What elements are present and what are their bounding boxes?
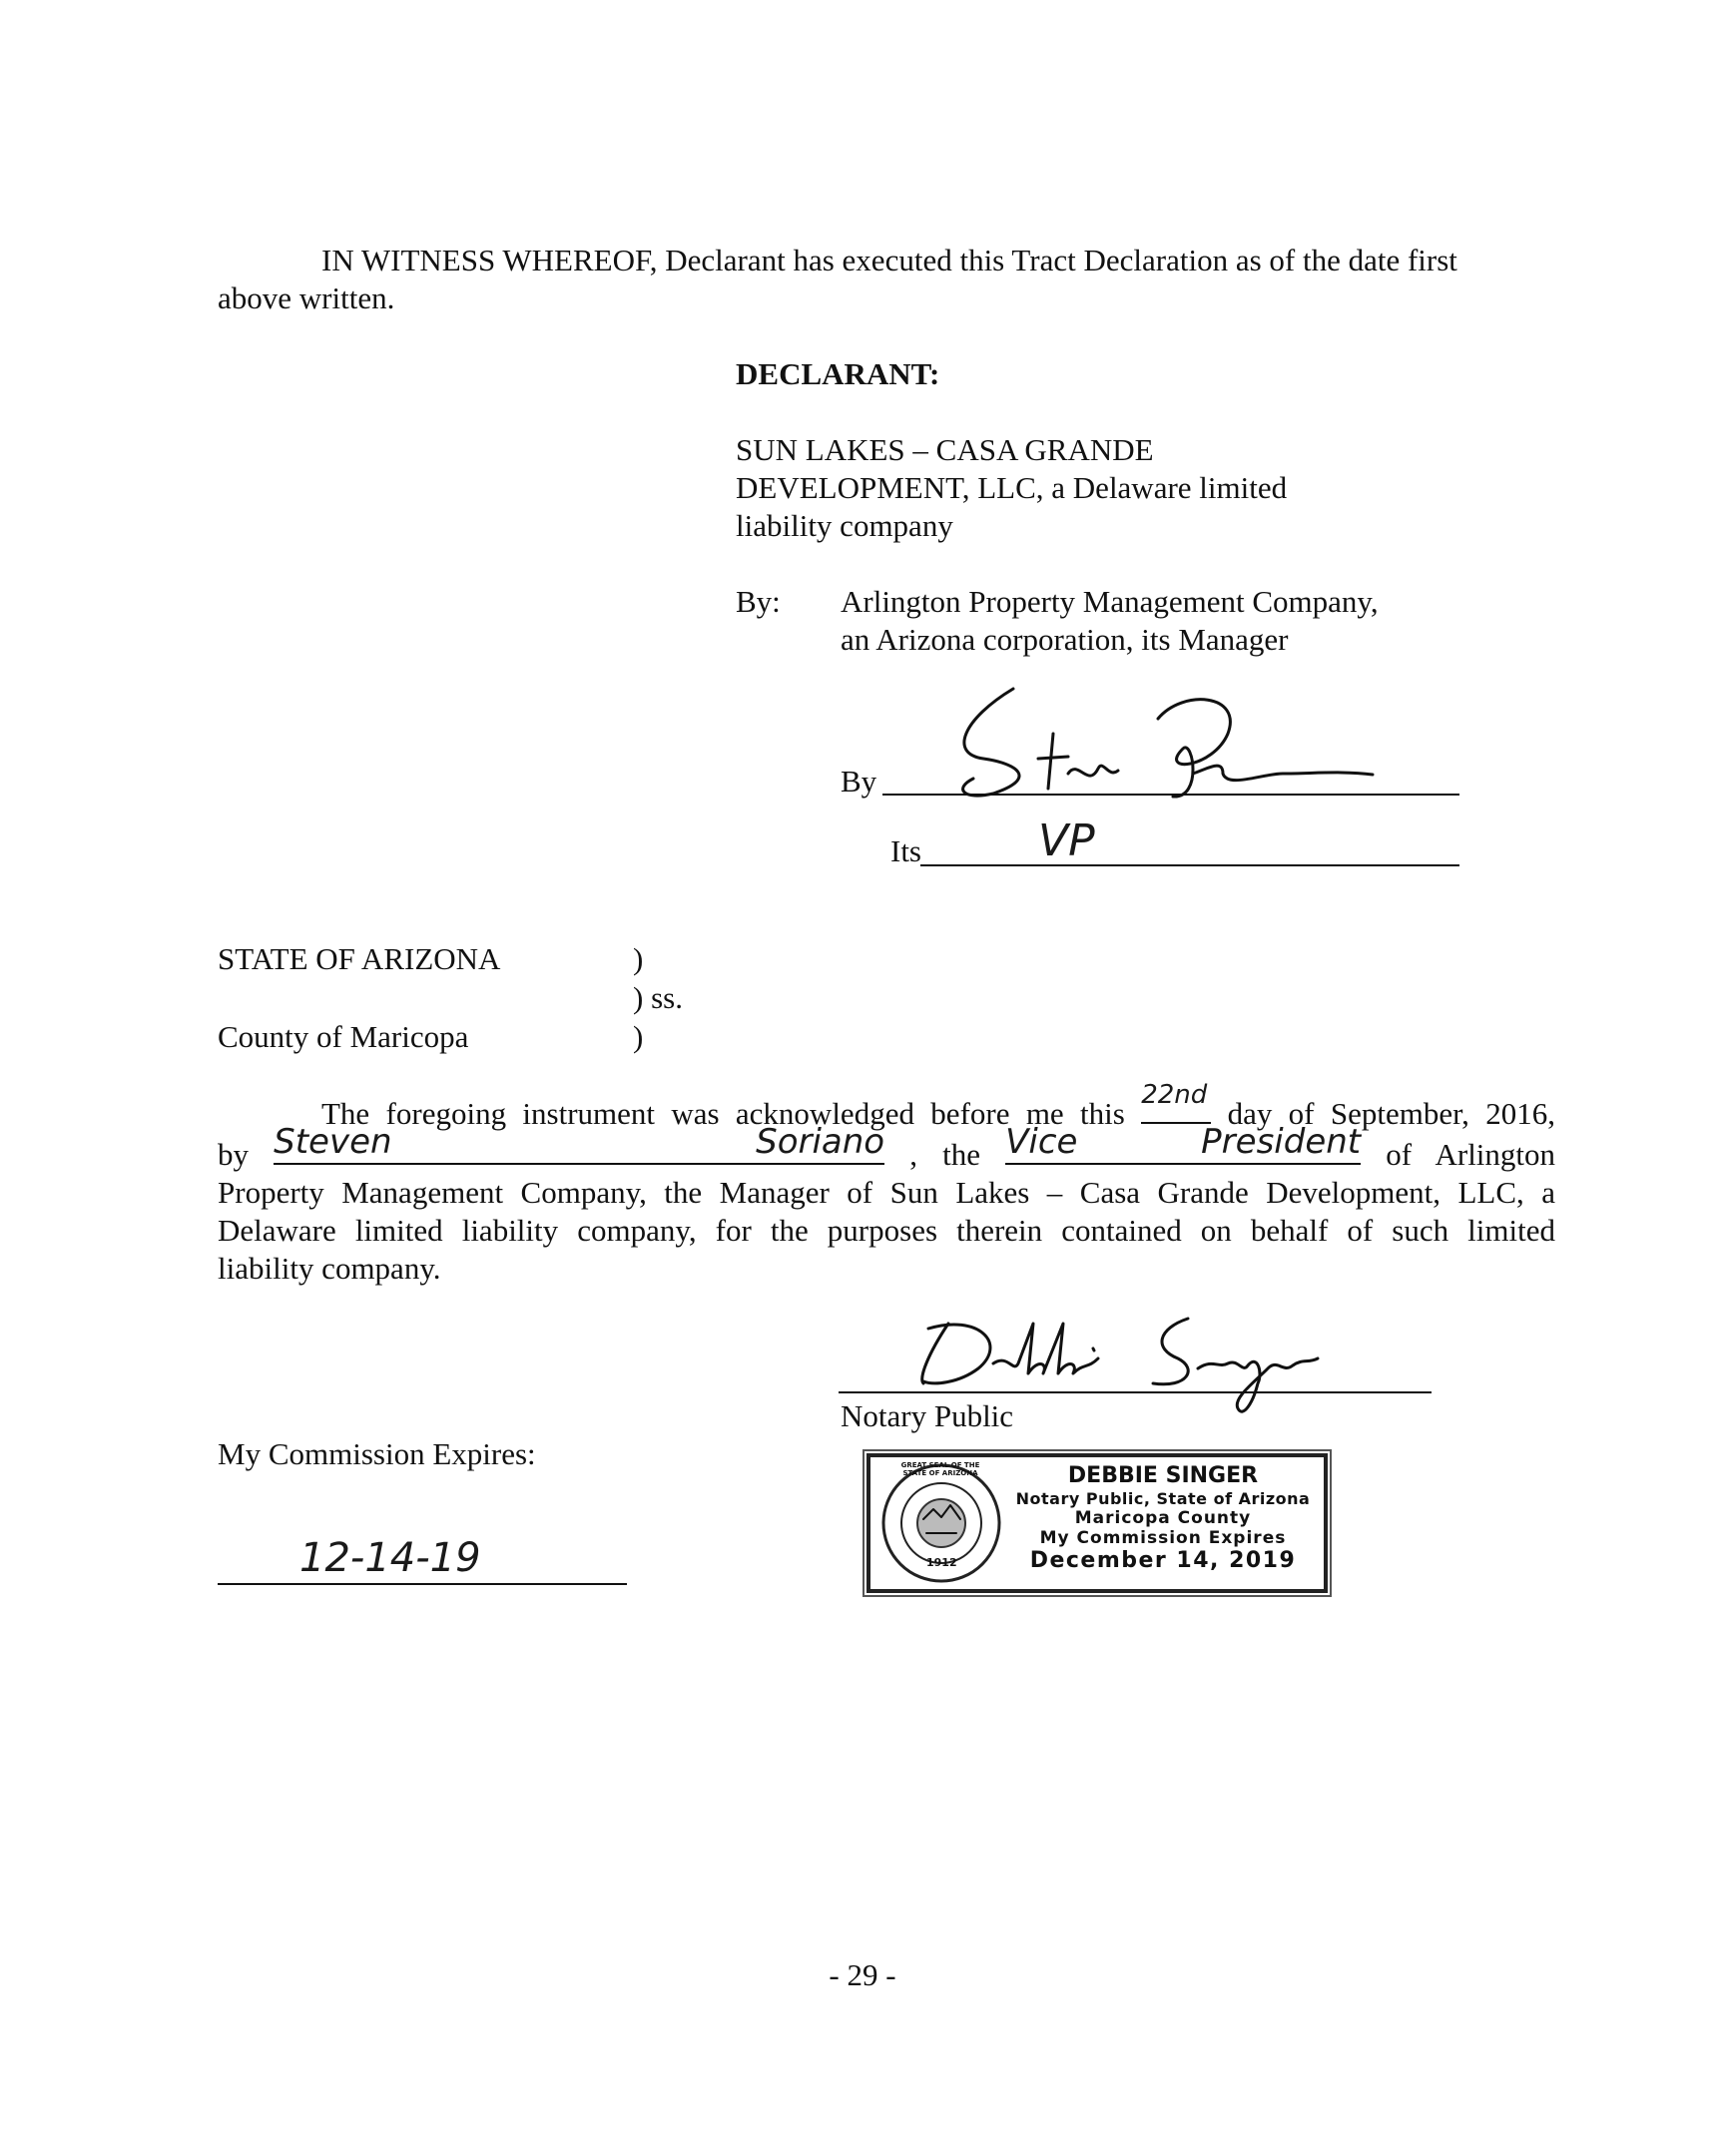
seal-year: 1912 — [926, 1556, 957, 1569]
stamp-line-2: Notary Public, State of Arizona — [1015, 1489, 1311, 1508]
ack-line-3: Property Management Company, the Manager of Sun Lakes – Casa Grande Development, LLC, a — [218, 1175, 1555, 1210]
witness-clause — [218, 242, 1555, 317]
its-line — [920, 864, 1459, 866]
stamp-line-3: Maricopa County — [1074, 1508, 1252, 1528]
ack-line-4: Delaware limited liability company, for the purposes therein contained on behalf of such limited — [218, 1213, 1555, 1248]
venue-county: County of Maricopa — [218, 1019, 469, 1054]
its-value: VP — [1038, 815, 1095, 866]
its-label: Its — [890, 833, 921, 868]
signer-title-blank — [1005, 1122, 1362, 1165]
venue-paren-top: ) — [633, 941, 644, 976]
venue-paren-bottom: ) — [633, 1019, 644, 1054]
sign-by-label: By — [841, 764, 877, 799]
entity-line-3: liability company — [736, 508, 953, 543]
venue-state: STATE OF ARIZONA — [218, 941, 501, 976]
commission-line — [218, 1583, 627, 1585]
by-label: By: — [736, 584, 781, 619]
notary-signature-line — [839, 1391, 1432, 1393]
day-blank — [1141, 1080, 1211, 1124]
notary-stamp — [866, 1453, 1328, 1593]
manager-block — [841, 583, 1379, 659]
venue-ss: ) ss. — [633, 980, 683, 1015]
page-number: - 29 - — [829, 1957, 896, 1992]
stamp-line-4: My Commission Expires — [1039, 1528, 1287, 1548]
commission-value: 12-14-19 — [299, 1535, 481, 1581]
entity-line-2: DEVELOPMENT, LLC, a Delaware limited — [736, 470, 1288, 505]
seal-ring-text: GREAT SEAL OF THE STATE OF ARIZONA — [900, 1461, 980, 1477]
commission-label: My Commission Expires: — [218, 1436, 536, 1471]
ack-line-2: by Steven Soriano , the Vice President of Arlington — [218, 1122, 1556, 1172]
declarant-signature — [943, 679, 1383, 804]
declarant-entity — [736, 431, 1287, 545]
stamp-name: DEBBIE SINGER — [1067, 1463, 1259, 1488]
signer-name-blank — [274, 1122, 885, 1165]
ack-line-5: liability company. — [218, 1251, 441, 1286]
notary-label: Notary Public — [841, 1398, 1014, 1433]
signer-name: Steven Soriano — [274, 1122, 885, 1162]
ack-line-1: The foregoing instrument was acknowledged before me this 22nd day of September, 2016, — [218, 1092, 1555, 1133]
declarant-heading: DECLARANT: — [736, 356, 940, 391]
manager-line-2: an Arizona corporation, its Manager — [841, 622, 1289, 657]
witness-line-2: above written. — [218, 280, 395, 315]
entity-line-1: SUN LAKES – CASA GRANDE — [736, 432, 1154, 467]
acknowledgment — [218, 1080, 1556, 1288]
witness-line-1: IN WITNESS WHEREOF, Declarant has executed this Tract Declaration as of the date first — [321, 243, 1457, 277]
signer-title: Vice President — [1005, 1122, 1362, 1162]
stamp-line-5: December 14, 2019 — [1029, 1548, 1297, 1573]
manager-line-1: Arlington Property Management Company, — [841, 584, 1379, 619]
day-value: 22nd — [1141, 1080, 1208, 1110]
stamp-text — [1004, 1463, 1322, 1574]
